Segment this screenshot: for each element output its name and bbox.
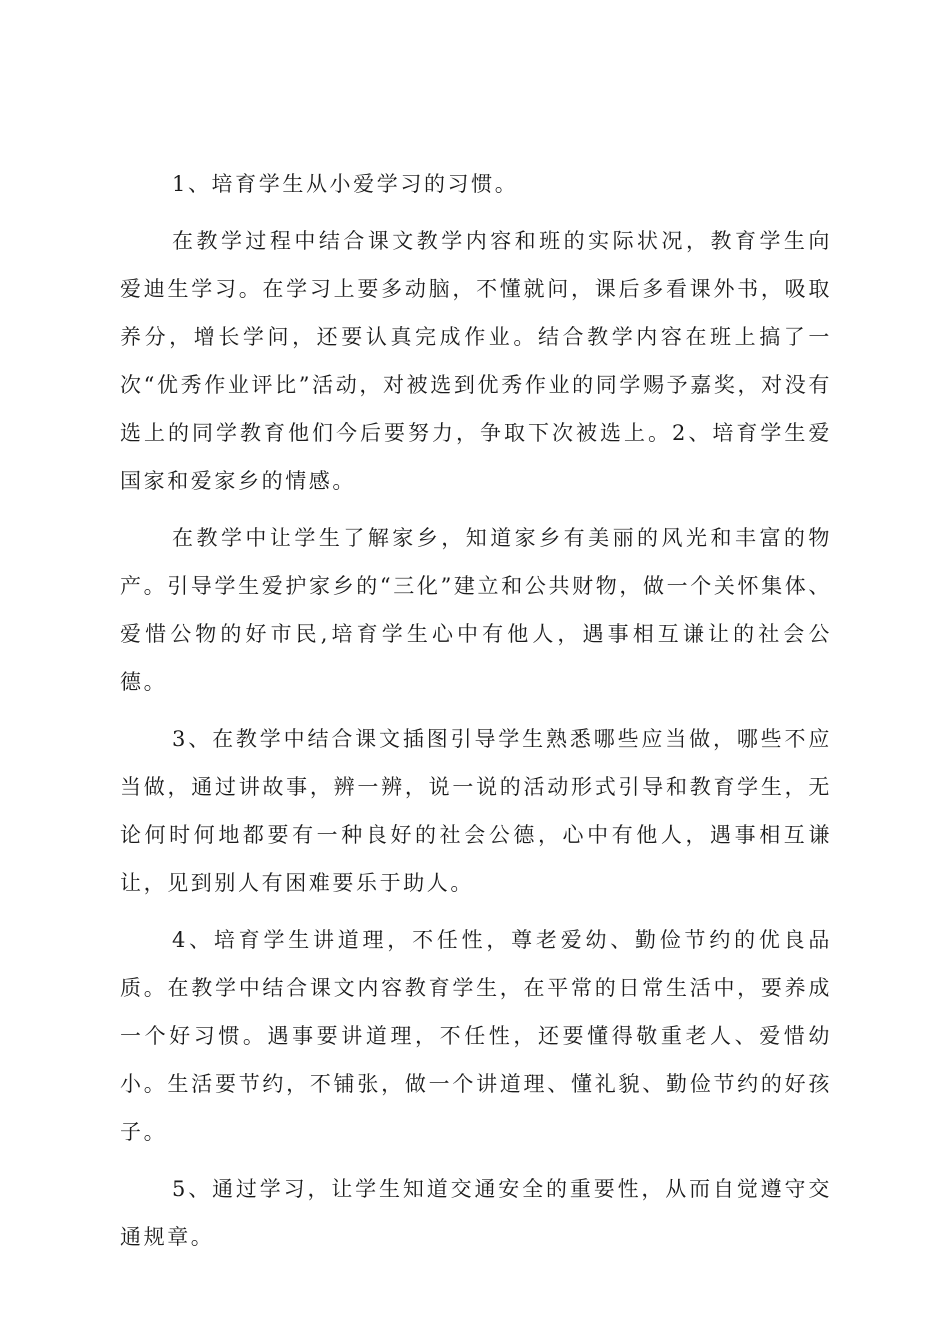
paragraph-1: 1、培育学生从小爱学习的习惯。 (172, 172, 519, 196)
paragraph-4: 3、在教学中结合课文插图引导学生熟悉哪些应当做，哪些不应当做，通过讲故事，辨一辨，说一说的活动形式引导和教育学生，无论何时何地都要有一种良好的社会公德，心中有他人，遇事相互谦让，见到别人有困难要乐于助人。 (120, 727, 832, 895)
paragraph-3: 在教学中让学生了解家乡，知道家乡有美丽的风光和丰富的物产。引导学生爱护家乡的“三化”建立和公共财物，做一个关怀集体、爱惜公物的好市民,培育学生心中有他人，遇事相互谦让的社会公德。 (120, 526, 832, 694)
paragraph-6: 5、通过学习，让学生知道交通安全的重要性，从而自觉遵守交通规章。 (120, 1177, 832, 1249)
document-body (120, 160, 832, 1270)
paragraph-5: 4、培育学生讲道理，不任性，尊老爱幼、勤俭节约的优良品质。在教学中结合课文内容教育学生，在平常的日常生活中，要养成一个好习惯。遇事要讲道理，不任性，还要懂得敬重老人、爱惜幼小。生活要节约，不铺张，做一个讲道理、懂礼貌、勤俭节约的好孩子。 (120, 928, 832, 1144)
paragraph-2: 在教学过程中结合课文教学内容和班的实际状况，教育学生向爱迪生学习。在学习上要多动脑，不懂就问，课后多看课外书，吸取养分，增长学问，还要认真完成作业。结合教学内容在班上搞了一次“优秀作业评比”活动，对被选到优秀作业的同学赐予嘉奖，对没有选上的同学教育他们今后要努力，争取下次被选上。2、培育学生爱国家和爱家乡的情感。 (120, 229, 832, 493)
